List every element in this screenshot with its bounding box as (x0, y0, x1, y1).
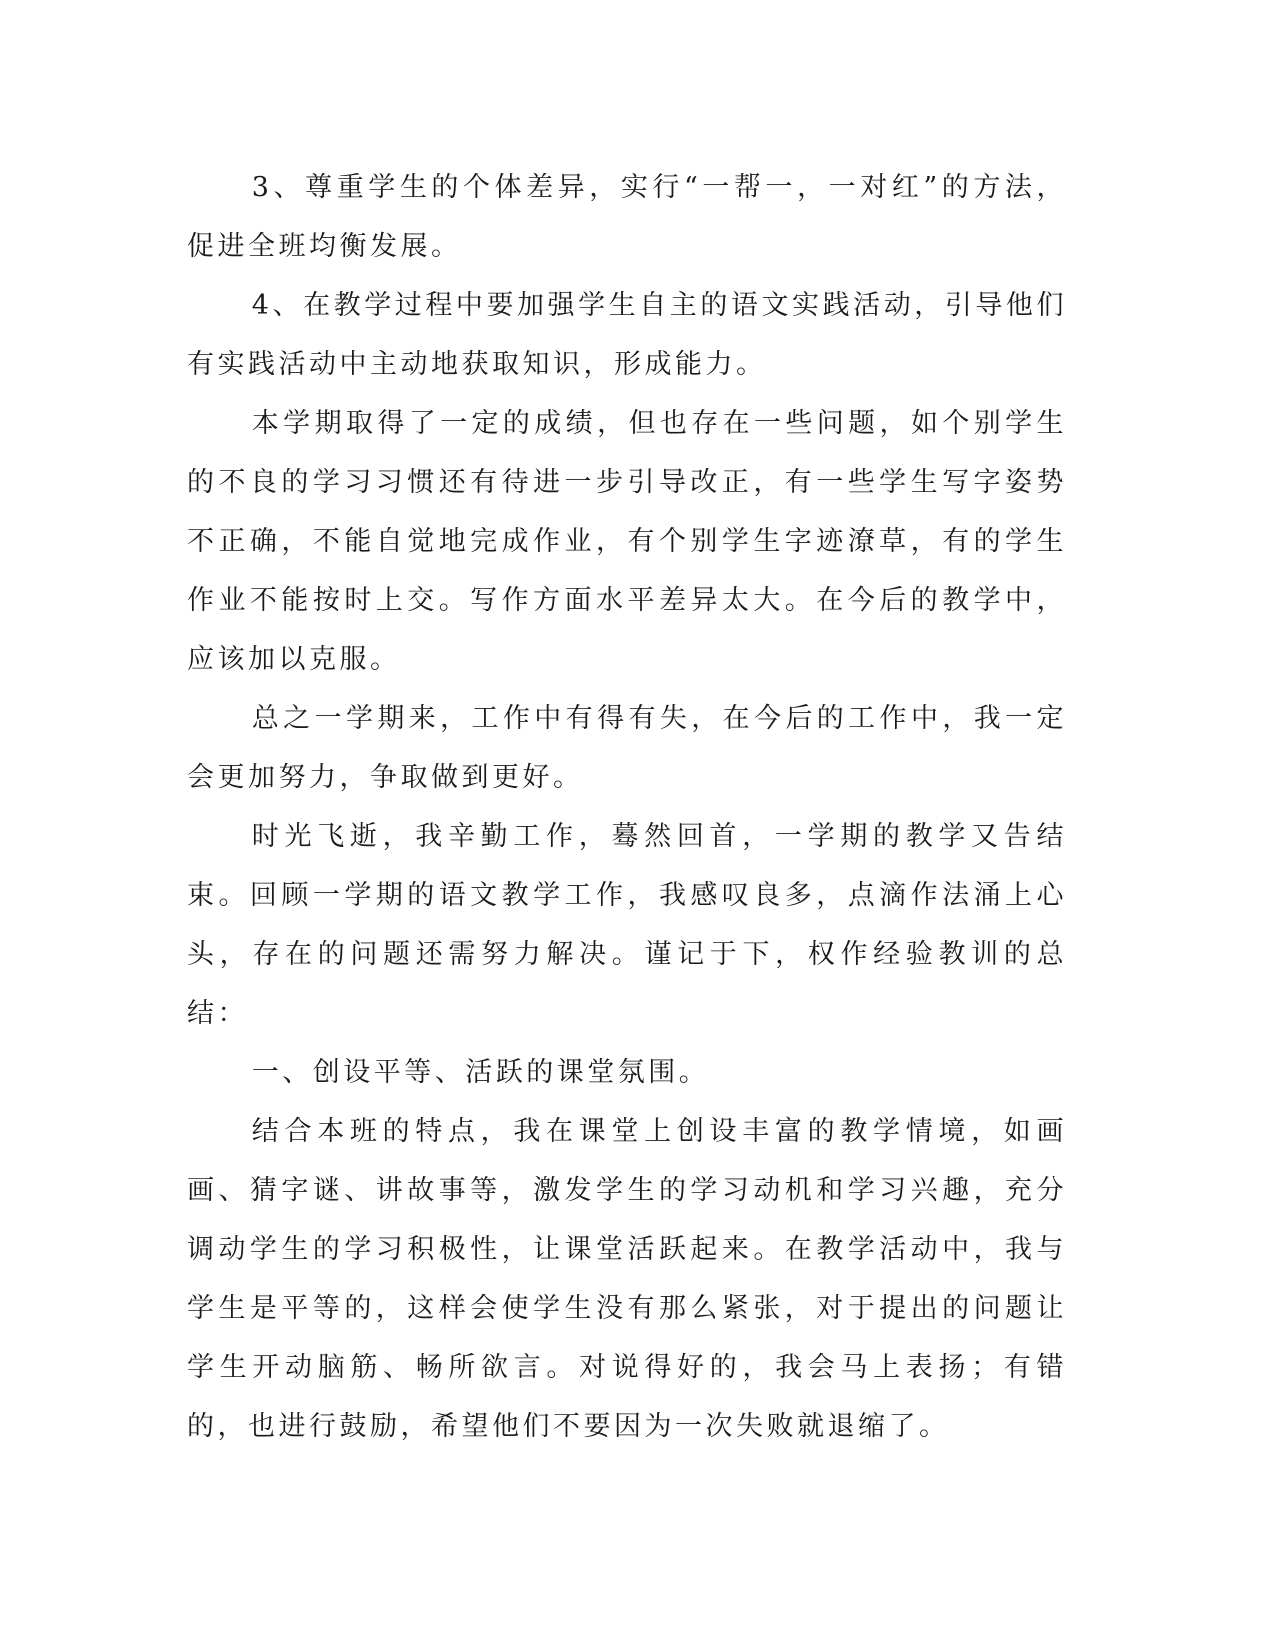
paragraph-item-3: 3、尊重学生的个体差异，实行“一帮一，一对红”的方法，促进全班均衡发展。 (187, 172, 1067, 262)
paragraph-problems: 本学期取得了一定的成绩，但也存在一些问题，如个别学生的不良的学习习惯还有待进一步引导改正，有一些学生写字姿势不正确，不能自觉地完成作业，有个别学生字迹潦草，有的学生作业不能按时上交。写作方面水平差异太大。在今后的教学中，应该加以克服。 (187, 408, 1067, 675)
paragraph-classroom: 结合本班的特点，我在课堂上创设丰富的教学情境，如画画、猜字谜、讲故事等，激发学生的学习动机和学习兴趣，充分调动学生的学习积极性，让课堂活跃起来。在教学活动中，我与学生是平等的，这样会使学生没有那么紧张，对于提出的问题让学生开动脑筋、畅所欲言。对说得好的，我会马上表扬；有错的，也进行鼓励，希望他们不要因为一次失败就退缩了。 (187, 1116, 1067, 1442)
document-body (187, 158, 1067, 1456)
paragraph-conclusion: 总之一学期来，工作中有得有失，在今后的工作中，我一定会更加努力，争取做到更好。 (187, 703, 1067, 793)
paragraph-intro: 时光飞逝，我辛勤工作，蓦然回首，一学期的教学又告结束。回顾一学期的语文教学工作，我感叹良多，点滴作法涌上心头，存在的问题还需努力解决。谨记于下，权作经验教训的总结： (187, 821, 1067, 1029)
section-heading-1: 一、创设平等、活跃的课堂氛围。 (251, 1057, 710, 1088)
paragraph-item-4: 4、在教学过程中要加强学生自主的语文实践活动，引导他们有实践活动中主动地获取知识，形成能力。 (187, 290, 1067, 380)
